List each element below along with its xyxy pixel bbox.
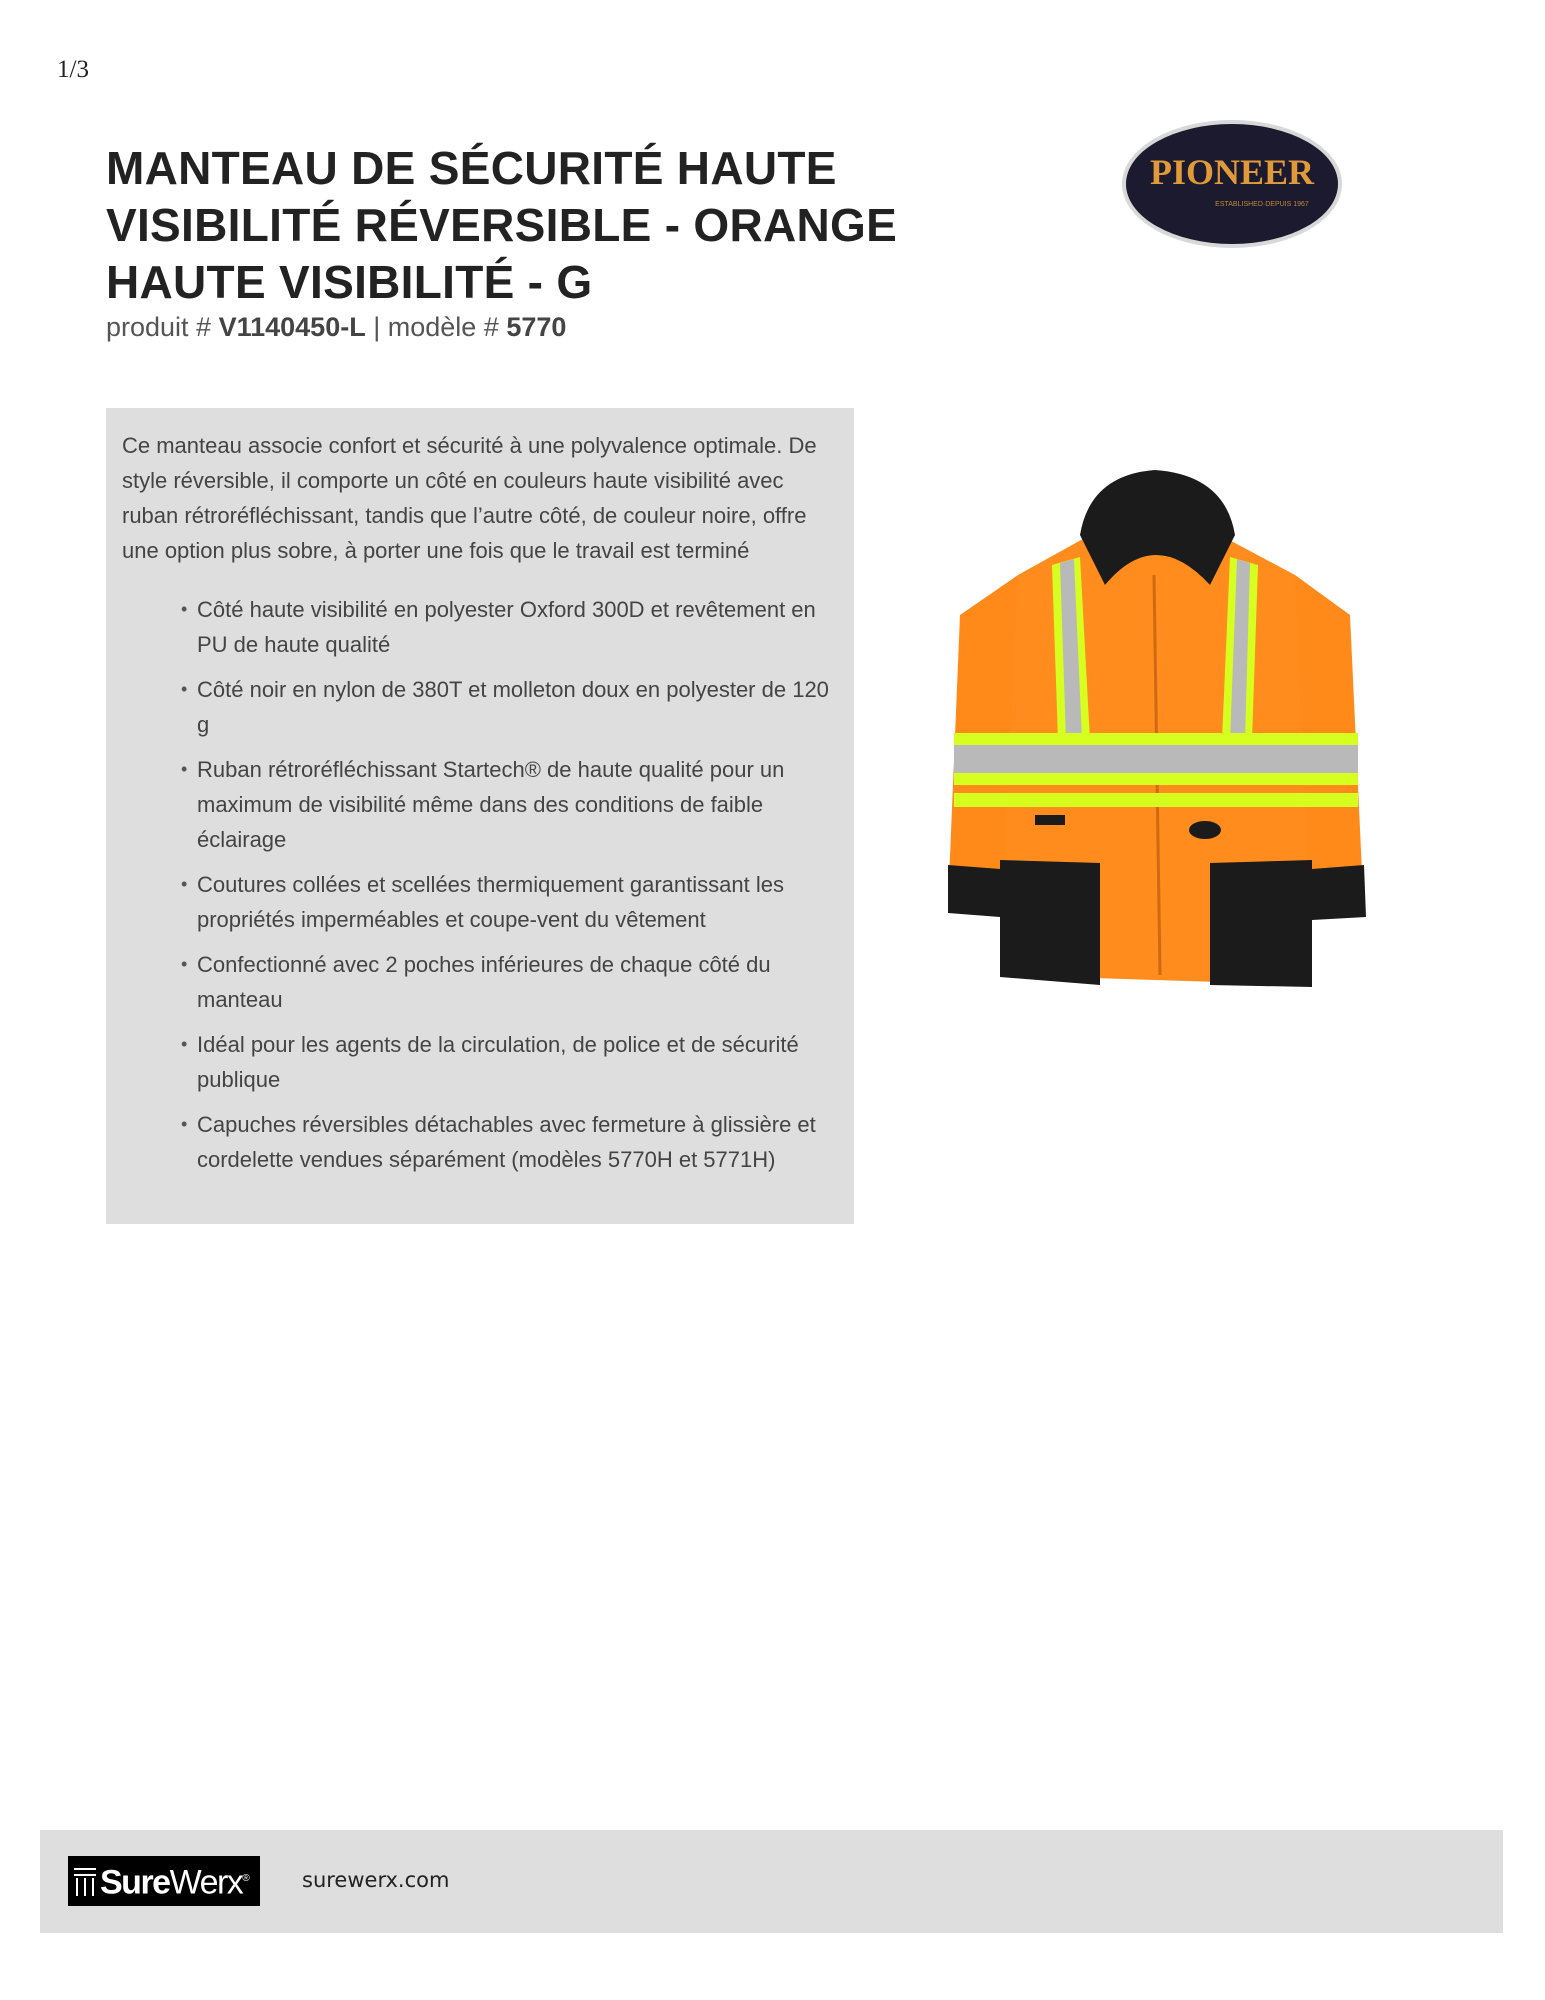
logo-text: PIONEER	[1149, 152, 1315, 192]
feature-item	[181, 947, 838, 1017]
feature-text: Capuches réversibles détachables avec fermeture à glissière et cordelette vendues séparément (modèles 5770H et 5771H)	[197, 1112, 816, 1172]
bullet: •	[181, 954, 188, 974]
surewerx-wordmark: SureWerx®	[100, 1863, 249, 1902]
model-number: 5770	[506, 312, 567, 342]
feature-text: Côté noir en nylon de 380T et molleton doux en polyester de 120 g	[197, 677, 829, 737]
feature-item	[181, 1107, 838, 1177]
product-info-line	[106, 312, 566, 343]
bullet: •	[181, 1034, 188, 1054]
feature-item	[181, 867, 838, 937]
feature-item	[181, 672, 838, 742]
feature-text: Coutures collées et scellées thermiquement garantissant les propriétés imperméables et coupe-vent du vêtement	[197, 872, 784, 932]
product-label: produit #	[106, 312, 219, 342]
page-title: MANTEAU DE SÉCURITÉ HAUTE VISIBILITÉ RÉVERSIBLE - ORANGE HAUTE VISIBILITÉ - G	[106, 142, 898, 308]
separator: |	[365, 312, 388, 342]
bullet: •	[181, 874, 188, 894]
bullet: •	[181, 599, 188, 619]
surewerx-logo	[68, 1856, 260, 1906]
product-number: V1140450-L	[218, 312, 366, 342]
feature-text: Côté haute visibilité en polyester Oxford 300D et revêtement en PU de haute qualité	[197, 597, 816, 657]
footer-bar	[40, 1830, 1503, 1933]
feature-text: Ruban rétroréfléchissant Startech® de haute qualité pour un maximum de visibilité même dans des conditions de faible éclairage	[197, 757, 785, 852]
pioneer-logo	[1120, 118, 1344, 250]
feature-text: Confectionné avec 2 poches inférieures de chaque côté du manteau	[197, 952, 771, 1012]
description-panel	[106, 408, 854, 1224]
feature-item	[181, 1027, 838, 1097]
feature-item	[181, 752, 838, 857]
bullet: •	[181, 1114, 188, 1134]
description-intro: Ce manteau associe confort et sécurité à une polyvalence optimale. De style réversible, il comporte un côté en couleurs haute visibilité avec ruban rétroréfléchissant, tandis que l’autre côté, de couleur noire, offre une option plus sobre, à porter une fois que le travail est terminé	[122, 433, 817, 563]
bullet: •	[181, 759, 188, 779]
logo-tagline: ESTABLISHED·DEPUIS 1967	[1215, 201, 1309, 208]
model-label: modèle #	[387, 312, 507, 342]
footer-url[interactable]: surewerx.com	[302, 1868, 450, 1892]
feature-item	[181, 592, 838, 662]
jacket-image	[940, 465, 1370, 1005]
bullet: •	[181, 679, 188, 699]
feature-list	[122, 592, 838, 1177]
surewerx-mark-icon	[68, 1856, 100, 1906]
page-number: 1/3	[57, 56, 89, 83]
feature-text: Idéal pour les agents de la circulation, de police et de sécurité publique	[197, 1032, 799, 1092]
